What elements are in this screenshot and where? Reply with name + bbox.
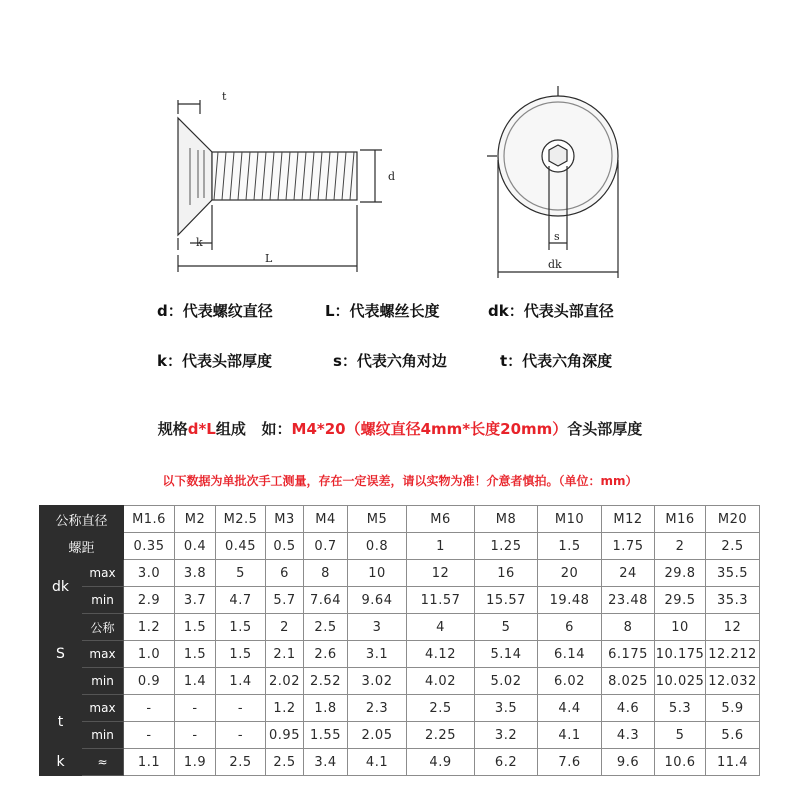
dk-value-cell: 3.0 [124, 560, 175, 587]
k-value-cell: 1.9 [175, 749, 216, 776]
size-cell: M8 [475, 506, 538, 533]
s-value-cell: 10.175 [655, 641, 706, 668]
pitch-cell: 2.5 [706, 533, 760, 560]
s-value-cell: 5.14 [475, 641, 538, 668]
label-d: d [388, 170, 396, 183]
t-value-cell: 1.2 [266, 695, 304, 722]
s-value-cell: 2.1 [266, 641, 304, 668]
t-value-cell: 2.3 [348, 695, 407, 722]
t-value-cell: 4.3 [602, 722, 655, 749]
s-value-cell: 12 [706, 614, 760, 641]
s-value-cell: 6.02 [538, 668, 602, 695]
s-value-cell: 5 [475, 614, 538, 641]
dk-sub-label: min [82, 587, 124, 614]
technical-diagrams [0, 0, 800, 290]
dk-group-label: dk [40, 560, 82, 614]
t-value-cell: - [124, 695, 175, 722]
t-value-cell: 2.05 [348, 722, 407, 749]
t-value-cell: - [124, 722, 175, 749]
k-value-cell: 10.6 [655, 749, 706, 776]
dk-value-cell: 10 [348, 560, 407, 587]
pitch-cell: 1.5 [538, 533, 602, 560]
k-value-cell: 3.4 [304, 749, 348, 776]
pitch-cell: 0.8 [348, 533, 407, 560]
t-value-cell: - [216, 722, 266, 749]
s-value-cell: 1.2 [124, 614, 175, 641]
t-value-cell: 4.1 [538, 722, 602, 749]
s-value-cell: 3.02 [348, 668, 407, 695]
top-view-drawing [487, 86, 618, 278]
pitch-cell: 1.25 [475, 533, 538, 560]
side-view-drawing [178, 100, 382, 272]
s-value-cell: 2.6 [304, 641, 348, 668]
k-value-cell: 4.9 [407, 749, 475, 776]
t-value-cell: 4.6 [602, 695, 655, 722]
dk-value-cell: 16 [475, 560, 538, 587]
label-L: L [265, 252, 273, 265]
dk-value-cell: 2.9 [124, 587, 175, 614]
table-row [40, 560, 760, 587]
k-value-cell: 9.6 [602, 749, 655, 776]
s-value-cell: 6.14 [538, 641, 602, 668]
spec-mid: 组成 如： [215, 420, 292, 438]
dk-value-cell: 20 [538, 560, 602, 587]
s-value-cell: 8.025 [602, 668, 655, 695]
s-sub-label: min [82, 668, 124, 695]
s-value-cell: 0.9 [124, 668, 175, 695]
table-row [40, 749, 760, 776]
label-k: k [196, 236, 203, 249]
dk-value-cell: 35.3 [706, 587, 760, 614]
size-cell: M3 [266, 506, 304, 533]
pitch-cell: 0.4 [175, 533, 216, 560]
t-value-cell: 5 [655, 722, 706, 749]
k-value-cell: 1.1 [124, 749, 175, 776]
dk-value-cell: 24 [602, 560, 655, 587]
t-value-cell: 1.8 [304, 695, 348, 722]
s-value-cell: 2.5 [304, 614, 348, 641]
size-cell: M20 [706, 506, 760, 533]
dk-value-cell: 6 [266, 560, 304, 587]
label-s: s [554, 230, 560, 243]
table-row [40, 641, 760, 668]
s-value-cell: 6 [538, 614, 602, 641]
legend-t: t：代表六角深度 [500, 352, 613, 370]
pitch-cell: 2 [655, 533, 706, 560]
legend-s: s：代表六角对边 [333, 352, 447, 370]
table-row [40, 587, 760, 614]
k-group-label: k [40, 749, 82, 776]
t-sub-label: max [82, 695, 124, 722]
size-cell: M2.5 [216, 506, 266, 533]
s-value-cell: 1.5 [216, 614, 266, 641]
t-value-cell: - [175, 722, 216, 749]
dk-value-cell: 8 [304, 560, 348, 587]
t-value-cell: 2.25 [407, 722, 475, 749]
dk-value-cell: 3.7 [175, 587, 216, 614]
table-row [40, 695, 760, 722]
t-value-cell: - [175, 695, 216, 722]
s-group-label: S [40, 614, 82, 695]
t-group-label: t [40, 695, 82, 749]
size-cell: M5 [348, 506, 407, 533]
s-value-cell: 4.12 [407, 641, 475, 668]
measurement-notice: 以下数据为单批次手工测量，存在一定误差，请以实物为准！介意者慎拍。（单位：mm） [162, 474, 638, 488]
s-value-cell: 2 [266, 614, 304, 641]
s-value-cell: 10.025 [655, 668, 706, 695]
spec-table [39, 505, 760, 776]
t-value-cell: 3.5 [475, 695, 538, 722]
spec-formula: d*L [187, 420, 216, 438]
k-sub-label: ≈ [82, 749, 124, 776]
t-value-cell: 1.55 [304, 722, 348, 749]
s-value-cell: 6.175 [602, 641, 655, 668]
spec-prefix: 规格 [157, 420, 188, 438]
s-sub-label: 公称 [82, 614, 124, 641]
t-value-cell: 5.9 [706, 695, 760, 722]
size-cell: M10 [538, 506, 602, 533]
table-header-row [40, 506, 760, 533]
pitch-cell: 0.35 [124, 533, 175, 560]
s-value-cell: 1.4 [175, 668, 216, 695]
s-value-cell: 1.0 [124, 641, 175, 668]
t-value-cell: 5.3 [655, 695, 706, 722]
t-value-cell: 5.6 [706, 722, 760, 749]
s-value-cell: 4 [407, 614, 475, 641]
table-row [40, 533, 760, 560]
table-row [40, 722, 760, 749]
t-value-cell: - [216, 695, 266, 722]
k-value-cell: 11.4 [706, 749, 760, 776]
dk-value-cell: 35.5 [706, 560, 760, 587]
size-cell: M2 [175, 506, 216, 533]
spec-example: M4*20（螺纹直径4mm*长度20mm） [291, 420, 568, 438]
s-value-cell: 2.52 [304, 668, 348, 695]
pitch-cell: 1 [407, 533, 475, 560]
s-value-cell: 3.1 [348, 641, 407, 668]
s-sub-label: max [82, 641, 124, 668]
pitch-cell: 0.7 [304, 533, 348, 560]
k-value-cell: 7.6 [538, 749, 602, 776]
dk-value-cell: 3.8 [175, 560, 216, 587]
dk-value-cell: 5 [216, 560, 266, 587]
size-cell: M1.6 [124, 506, 175, 533]
legend-L: L：代表螺丝长度 [325, 302, 440, 320]
header-label-cell: 公称直径 [40, 506, 124, 533]
s-value-cell: 12.212 [706, 641, 760, 668]
dk-value-cell: 11.57 [407, 587, 475, 614]
size-cell: M16 [655, 506, 706, 533]
label-t: t [222, 90, 227, 103]
size-cell: M4 [304, 506, 348, 533]
s-value-cell: 12.032 [706, 668, 760, 695]
dk-value-cell: 5.7 [266, 587, 304, 614]
s-value-cell: 1.5 [216, 641, 266, 668]
dk-value-cell: 12 [407, 560, 475, 587]
s-value-cell: 1.5 [175, 614, 216, 641]
t-sub-label: min [82, 722, 124, 749]
pitch-cell: 0.5 [266, 533, 304, 560]
s-value-cell: 4.02 [407, 668, 475, 695]
dk-value-cell: 7.64 [304, 587, 348, 614]
t-value-cell: 4.4 [538, 695, 602, 722]
table-row [40, 614, 760, 641]
s-value-cell: 3 [348, 614, 407, 641]
pitch-cell: 0.45 [216, 533, 266, 560]
size-cell: M12 [602, 506, 655, 533]
s-value-cell: 2.02 [266, 668, 304, 695]
size-cell: M6 [407, 506, 475, 533]
pitch-cell: 1.75 [602, 533, 655, 560]
s-value-cell: 5.02 [475, 668, 538, 695]
spec-format-line [0, 418, 800, 439]
dk-value-cell: 23.48 [602, 587, 655, 614]
dk-value-cell: 15.57 [475, 587, 538, 614]
dk-value-cell: 29.5 [655, 587, 706, 614]
s-value-cell: 1.5 [175, 641, 216, 668]
s-value-cell: 8 [602, 614, 655, 641]
t-value-cell: 2.5 [407, 695, 475, 722]
k-value-cell: 6.2 [475, 749, 538, 776]
k-value-cell: 2.5 [216, 749, 266, 776]
table-row [40, 668, 760, 695]
dk-value-cell: 4.7 [216, 587, 266, 614]
t-value-cell: 0.95 [266, 722, 304, 749]
spec-suffix: 含头部厚度 [567, 420, 643, 438]
k-value-cell: 2.5 [266, 749, 304, 776]
dk-value-cell: 9.64 [348, 587, 407, 614]
pitch-label-cell: 螺距 [40, 533, 124, 560]
dk-value-cell: 19.48 [538, 587, 602, 614]
legend-dk: dk：代表头部直径 [488, 302, 614, 320]
legend-k: k：代表头部厚度 [157, 352, 272, 370]
s-value-cell: 10 [655, 614, 706, 641]
dk-value-cell: 29.8 [655, 560, 706, 587]
k-value-cell: 4.1 [348, 749, 407, 776]
s-value-cell: 1.4 [216, 668, 266, 695]
t-value-cell: 3.2 [475, 722, 538, 749]
label-dk: dk [548, 258, 562, 271]
legend-d: d：代表螺纹直径 [157, 302, 273, 320]
dk-sub-label: max [82, 560, 124, 587]
